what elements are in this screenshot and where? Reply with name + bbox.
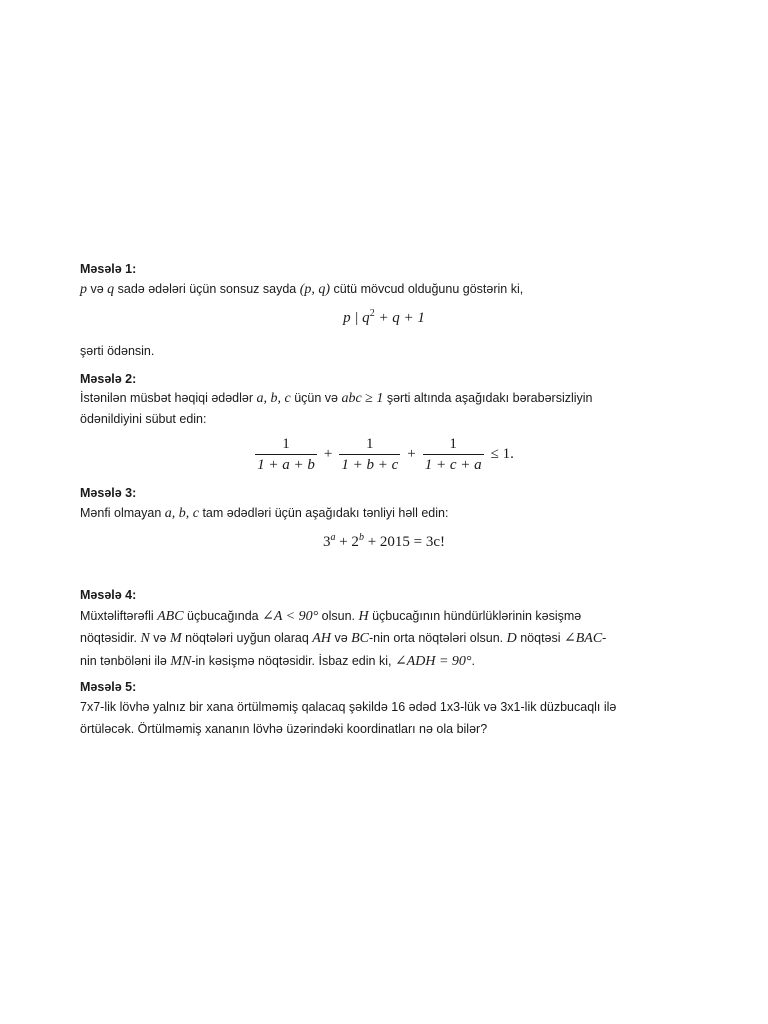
problem-3-title: Məsələ 3: xyxy=(80,486,137,500)
problem-2-text-line-2: ödənildiyini sübut edin: xyxy=(80,412,207,426)
problem-3-text-line-1: Mənfi olmayan a, b, c tam ədədləri üçün aşağıdakı tənliyi həll edin: xyxy=(80,506,449,521)
fraction-3: $\frac{1}{1 + c + a}$ xyxy=(424,436,482,473)
problem-1-text-line-1: p və q sadə ədələri üçün sonsuz sayda (p, q) cütü mövcud olduğunu göstərin ki, xyxy=(80,282,524,297)
problem-2-text-line-1: İstənilən müsbət həqiqi ədədlər a, b, c üçün və abc ≥ 1 şərti altında aşağıdakı bərabərsizliyin xyxy=(80,391,593,406)
problem-4-text-line-1: Müxtəliftərəfli ABC üçbucağında ∠A < 90° olsun. H üçbucağının hündürlüklərinin kəsişmə xyxy=(80,609,582,624)
problem-4-text-line-3: nin tənböləni ilə MN-in kəsişmə nöqtəsidir. İsbaz edin ki, ∠ADH = 90°. xyxy=(80,654,475,669)
problem-2-title: Məsələ 2: xyxy=(80,372,137,386)
problem-2-inequality: $\frac{1}{1 + a + b}$ + $\frac{1}{1 + b + c}$ + $\frac{1}{1 + c + a}$ ≤ 1. xyxy=(257,436,514,473)
problem-4-text-line-2: nöqtəsidir. N və M nöqtələri uyğun olaraq AH və BC-nin orta nöqtələri olsun. D nöqtəsi ∠BAC- xyxy=(80,631,607,646)
problem-3-equation: $3^a + 2^b + 2015 = 3c$! xyxy=(322,532,446,550)
problem-1-title: Məsələ 1: xyxy=(80,262,137,276)
problem-4-title: Məsələ 4: xyxy=(80,588,137,602)
problem-5-text-line-1: 7x7-lik lövhə yalnız bir xana örtülməmiş qalacaq şəkildə 16 ədəd 1x3-lük və 3x1-lik düzbucaqlı ilə xyxy=(80,700,617,714)
fraction-2: $\frac{1}{1 + b + c}$ xyxy=(341,436,399,473)
problem-5-title: Məsələ 5: xyxy=(80,680,137,694)
fraction-1: $\frac{1}{1 + a + b}$ xyxy=(257,436,315,473)
problem-1-formula: p | $q^2 + q + 1$ xyxy=(343,308,425,326)
problem-1-text-line-2: şərti ödənsin. xyxy=(80,344,155,358)
problem-5-text-line-2: örtüləcək. Örtülməmiş xananın lövhə üzərindəki koordinatları nə ola bilər? xyxy=(80,722,488,736)
